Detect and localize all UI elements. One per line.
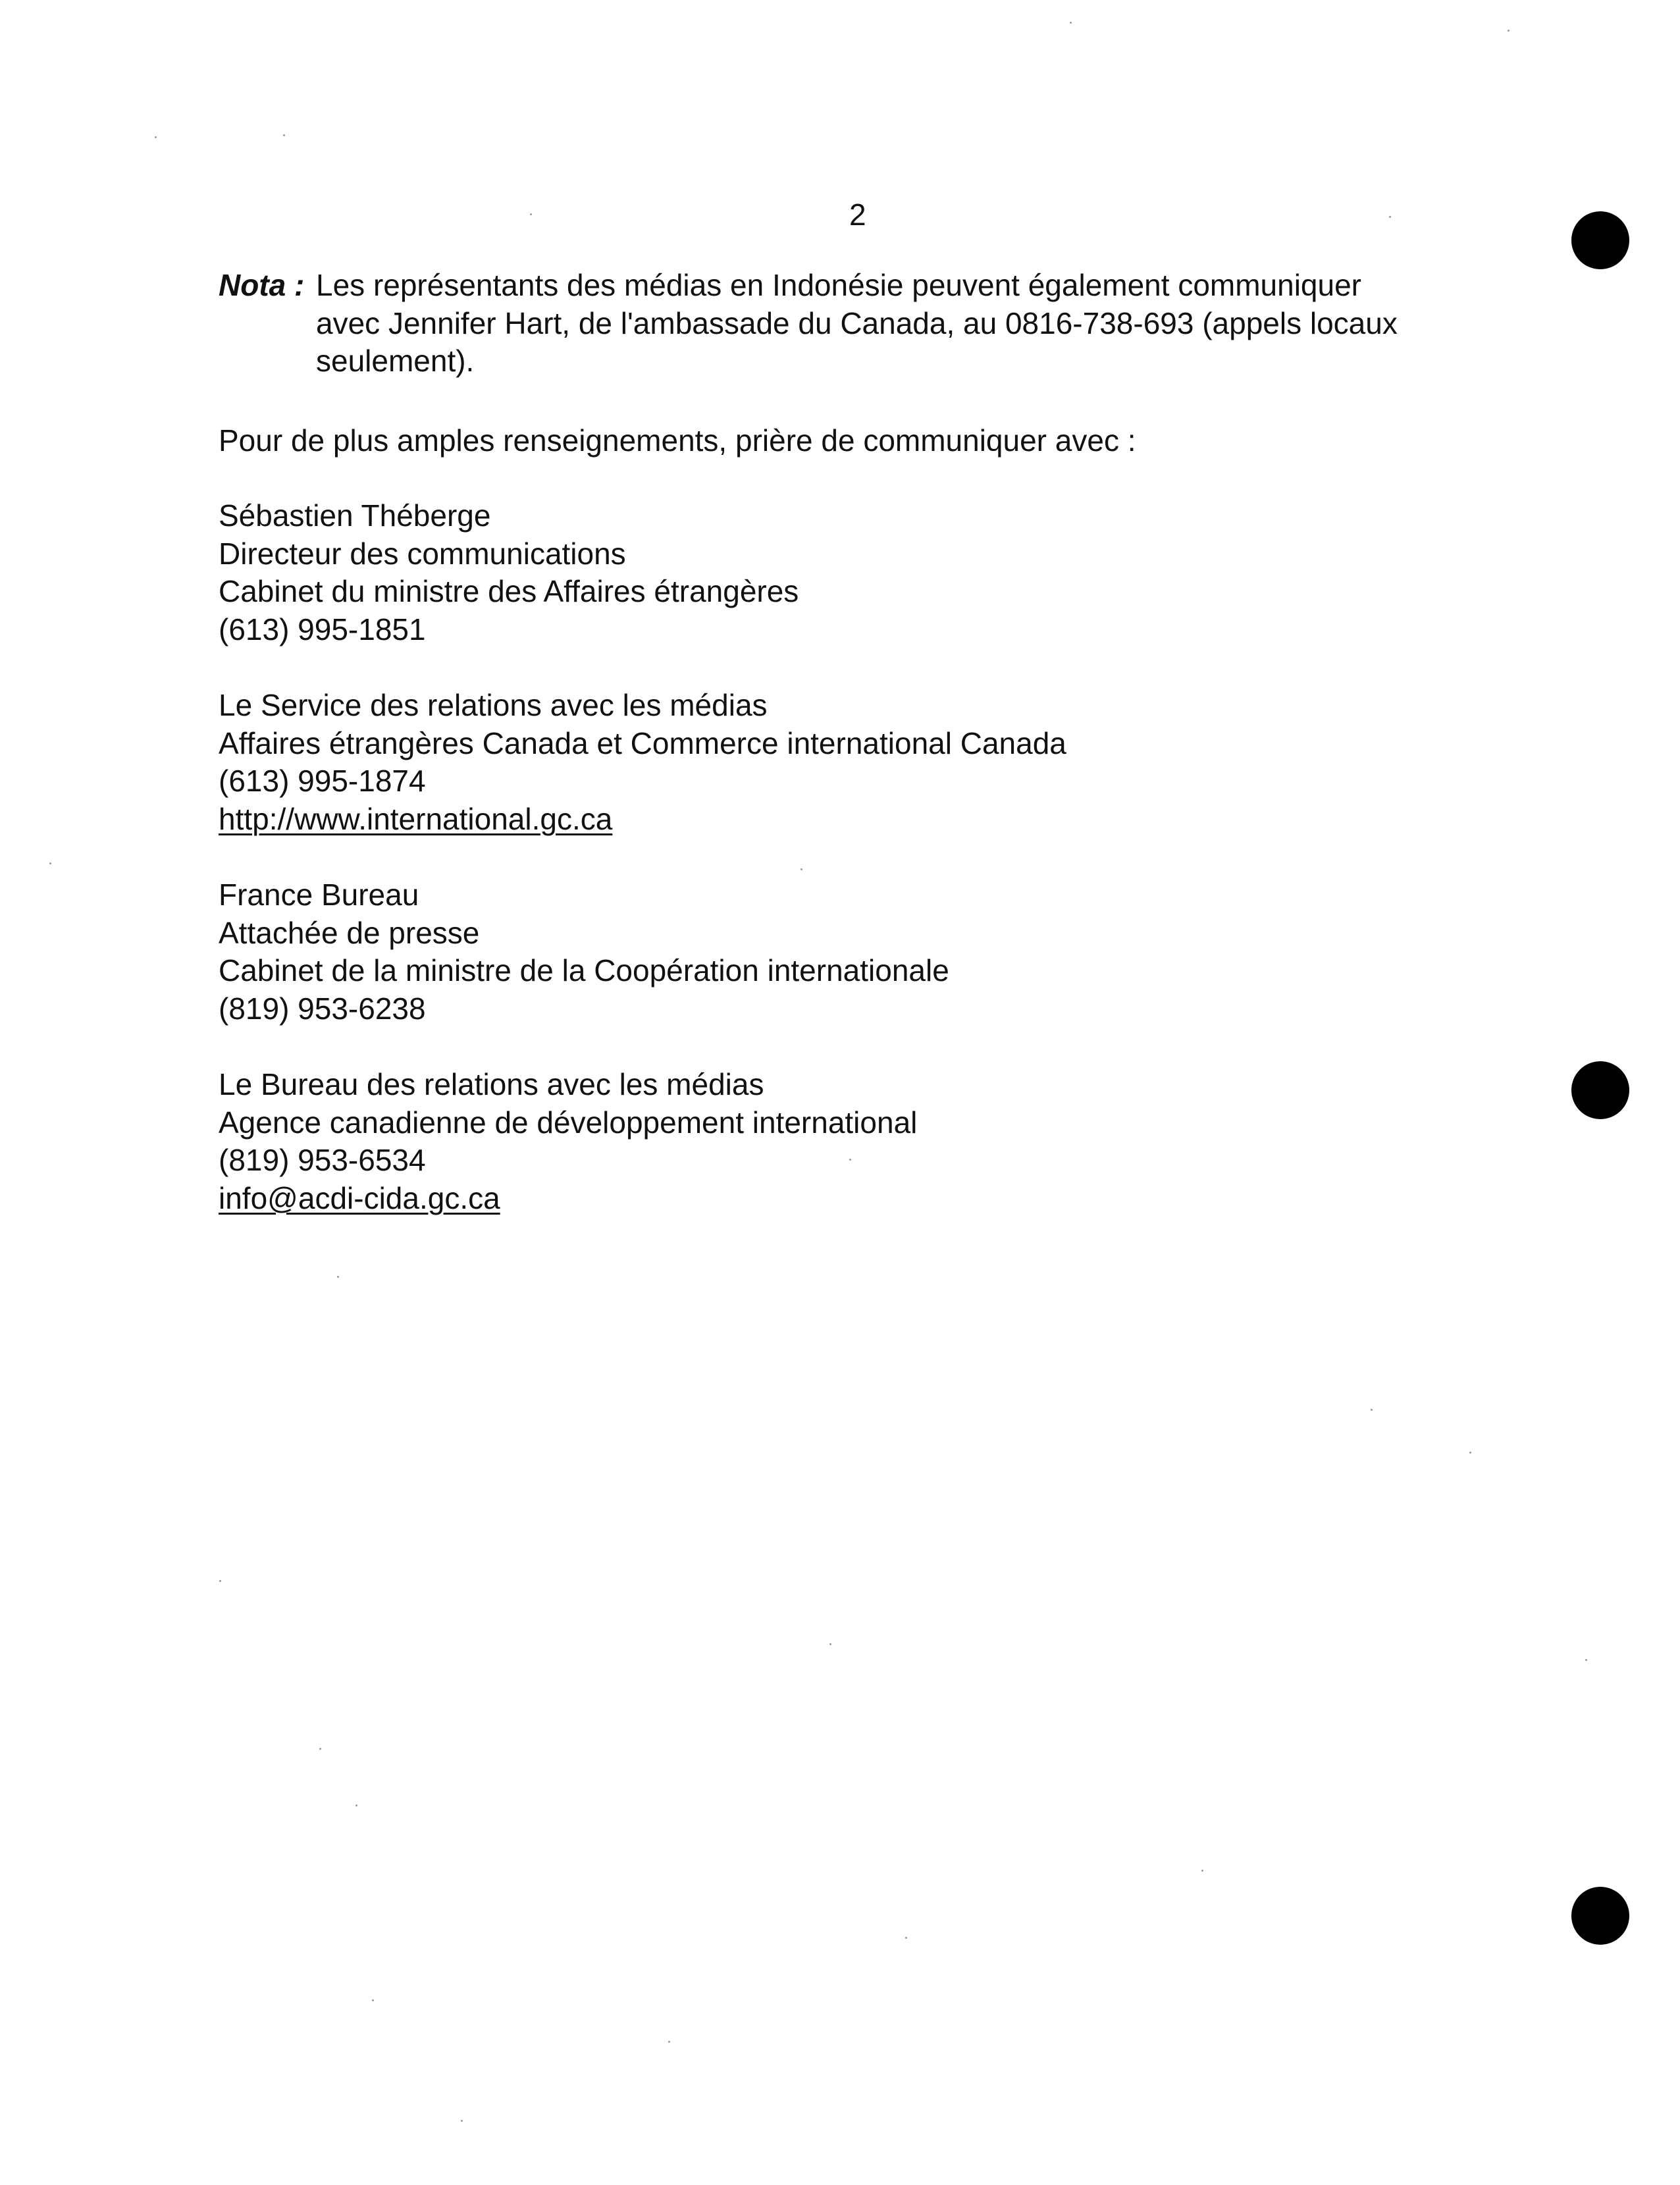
scan-speck bbox=[1585, 1659, 1587, 1661]
website-link[interactable]: http://www.international.gc.ca bbox=[219, 801, 613, 836]
contact-office: Agence canadienne de développement international bbox=[219, 1105, 918, 1140]
page-number: 2 bbox=[849, 197, 866, 232]
scan-speck bbox=[530, 213, 532, 215]
nota-text-line: Les représentants des médias en Indonésie peuvent également communiquer bbox=[316, 268, 1361, 302]
scan-speck bbox=[337, 1276, 339, 1278]
contact-title: Directeur des communications bbox=[219, 536, 626, 571]
contact-office: Affaires étrangères Canada et Commerce international Canada bbox=[219, 725, 1066, 760]
scan-speck bbox=[283, 134, 285, 136]
scan-speck bbox=[1070, 22, 1072, 24]
scan-speck bbox=[1469, 1452, 1471, 1454]
scan-speck bbox=[1201, 1870, 1203, 1872]
contact-block bbox=[219, 497, 799, 648]
contact-name: Le Service des relations avec les médias bbox=[219, 688, 768, 722]
scan-speck bbox=[1389, 216, 1391, 218]
contact-office: Cabinet de la ministre de la Coopération internationale bbox=[219, 953, 949, 987]
punch-hole-mark bbox=[1571, 1887, 1629, 1945]
scan-speck bbox=[1508, 30, 1509, 32]
scan-speck bbox=[668, 2041, 670, 2043]
scan-speck bbox=[905, 1937, 907, 1939]
contact-phone: (613) 995-1874 bbox=[219, 764, 426, 798]
punch-hole-mark bbox=[1571, 1061, 1629, 1119]
nota-label: Nota : bbox=[219, 268, 305, 302]
scan-speck bbox=[1371, 1409, 1373, 1411]
contact-block bbox=[219, 687, 1066, 838]
scan-speck bbox=[849, 1159, 851, 1161]
scan-speck bbox=[49, 862, 51, 864]
scan-speck bbox=[461, 2120, 463, 2122]
contact-block bbox=[219, 1066, 917, 1217]
scan-speck bbox=[219, 1580, 221, 1582]
scan-speck bbox=[372, 1999, 374, 2001]
scan-speck bbox=[319, 1748, 321, 1750]
scan-speck bbox=[355, 1804, 357, 1806]
scan-speck bbox=[155, 136, 157, 138]
nota-paragraph bbox=[219, 267, 1398, 381]
intro-text: Pour de plus amples renseignements, prière de communiquer avec : bbox=[219, 423, 1136, 458]
contact-phone: (819) 953-6534 bbox=[219, 1143, 426, 1177]
contact-office: Cabinet du ministre des Affaires étrangères bbox=[219, 574, 799, 608]
scan-speck bbox=[801, 868, 802, 870]
contact-title: Attachée de presse bbox=[219, 915, 480, 950]
contact-phone: (819) 953-6238 bbox=[219, 991, 426, 1026]
email-link[interactable]: info@acdi-cida.gc.ca bbox=[219, 1180, 500, 1215]
scan-speck bbox=[829, 1643, 831, 1645]
punch-hole-mark bbox=[1571, 211, 1629, 269]
contact-name: Le Bureau des relations avec les médias bbox=[219, 1067, 764, 1101]
nota-text-line: avec Jennifer Hart, de l'ambassade du Canada, au 0816-738-693 (appels locaux bbox=[316, 305, 1398, 340]
contact-name: Sébastien Théberge bbox=[219, 498, 491, 533]
contact-phone: (613) 995-1851 bbox=[219, 612, 426, 646]
nota-text-line: seulement). bbox=[316, 344, 475, 378]
contact-name: France Bureau bbox=[219, 878, 419, 912]
contact-block bbox=[219, 876, 949, 1028]
